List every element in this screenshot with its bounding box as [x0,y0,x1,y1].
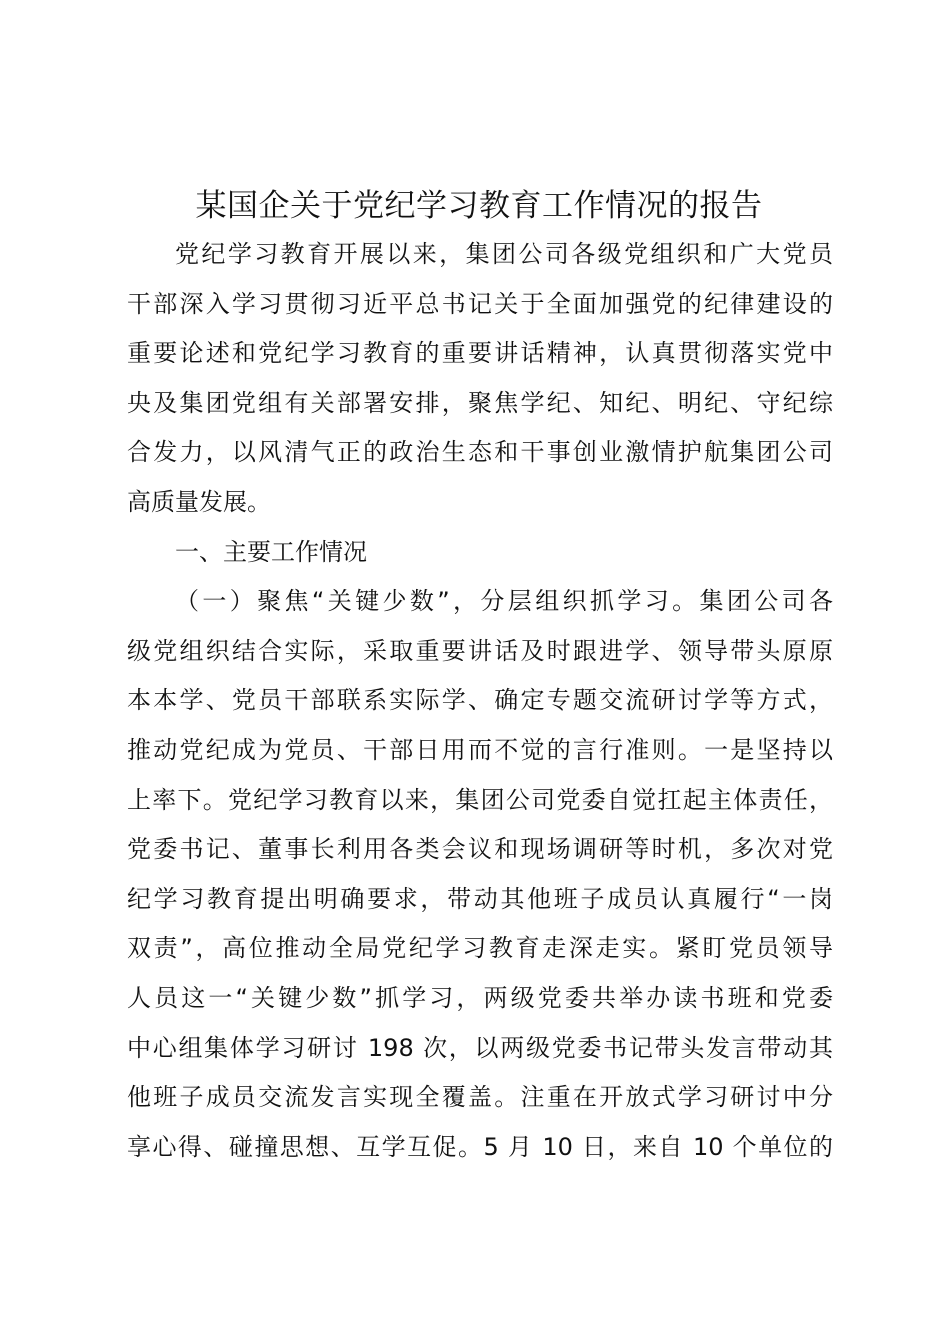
paragraph-line: 合发力，以风清气正的政治生态和干事创业激情护航集团公司 [127,438,833,467]
paragraph-line: 重要论述和党纪学习教育的重要讲话精神，认真贯彻落实党中 [127,339,833,368]
paragraph-line: 纪学习教育提出明确要求，带动其他班子成员认真履行“一岗 [127,884,833,913]
paragraph-line: 党委书记、董事长利用各类会议和现场调研等时机，多次对党 [127,835,833,864]
paragraph-line: 推动党纪成为党员、干部日用而不觉的言行准则。一是坚持以 [127,735,833,764]
paragraph-line: 干部深入学习贯彻习近平总书记关于全面加强党的纪律建设的 [127,289,833,318]
paragraph-line: 享心得、碰撞思想、互学互促。5 月 10 日，来自 10 个单位的 [127,1132,833,1161]
paragraph-line: 上率下。党纪学习教育以来，集团公司党委自觉扛起主体责任， [127,785,833,814]
paragraph-line: （一）聚焦“关键少数”，分层组织抓学习。集团公司各 [175,587,833,616]
paragraph-line: 本本学、党员干部联系实际学、确定专题交流研讨学等方式， [127,686,833,715]
paragraph-line: 央及集团党组有关部署安排，聚焦学纪、知纪、明纪、守纪综 [127,388,833,417]
document-title: 某国企关于党纪学习教育工作情况的报告 [195,188,763,224]
paragraph-line: 中心组集体学习研讨 198 次，以两级党委书记带头发言带动其 [127,1033,833,1062]
paragraph-line: 高质量发展。 [127,487,271,516]
paragraph-line: 他班子成员交流发言实现全覆盖。注重在开放式学习研讨中分 [127,1083,833,1112]
paragraph-line: 人员这一“关键少数”抓学习，两级党委共举办读书班和党委 [127,983,833,1012]
paragraph-line: 级党组织结合实际，采取重要讲话及时跟进学、领导带头原原 [127,636,833,665]
paragraph-line: 双责”，高位推动全局党纪学习教育走深走实。紧盯党员领导 [127,934,833,963]
paragraph-line: 一、主要工作情况 [175,537,367,566]
paragraph-line: 党纪学习教育开展以来，集团公司各级党组织和广大党员 [175,240,833,268]
document-body [127,230,833,1172]
